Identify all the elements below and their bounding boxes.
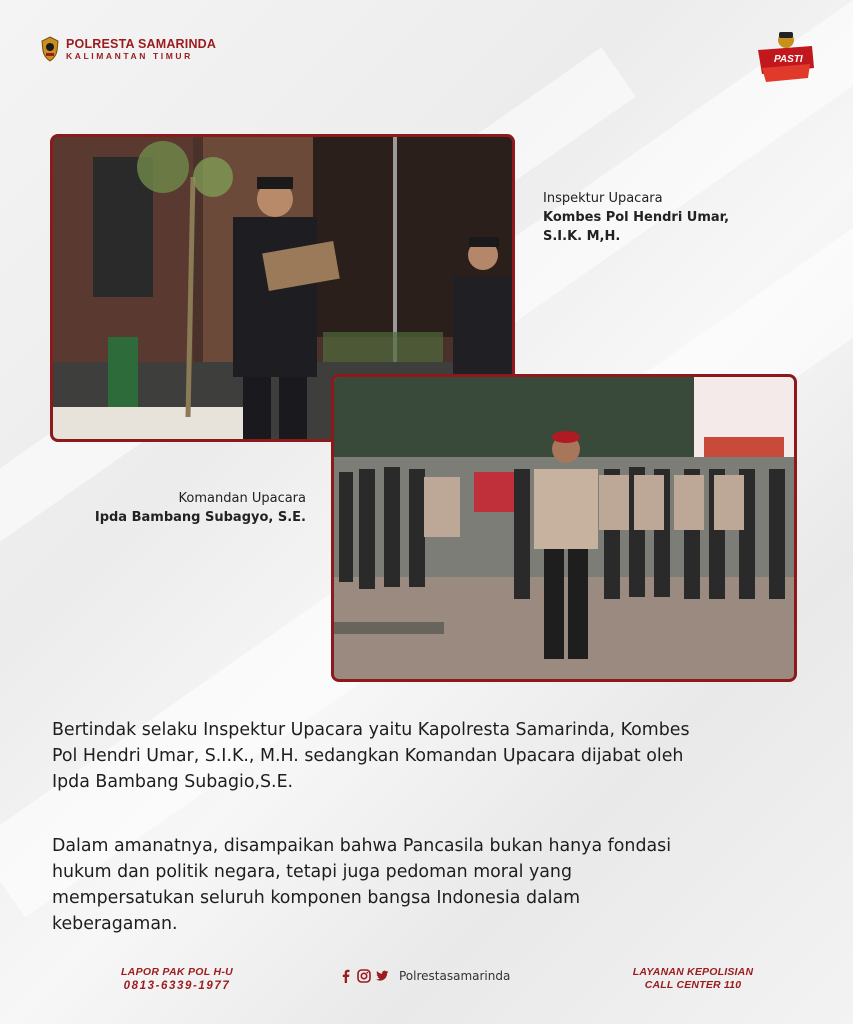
footer-service xyxy=(608,966,778,992)
body-paragraph-2 xyxy=(52,833,812,937)
body-paragraph-1 xyxy=(52,717,812,795)
pasti-logo-text: PASTI xyxy=(774,54,803,65)
header-logo xyxy=(40,36,216,62)
paragraph-line: Ipda Bambang Subagio,S.E. xyxy=(52,772,294,792)
caption-commander-name: Ipda Bambang Subagyo, S.E. xyxy=(94,510,306,525)
hotline-label: LAPOR PAK POL H-U xyxy=(120,966,234,978)
caption-inspector xyxy=(543,189,783,246)
caption-inspector-role: Inspektur Upacara xyxy=(543,191,663,206)
pasti-campaign-logo xyxy=(752,28,818,86)
paragraph-line: Bertindak selaku Inspektur Upacara yaitu Kapolresta Samarinda, Kombes xyxy=(52,720,690,740)
paragraph-line: Dalam amanatnya, disampaikan bahwa Pancasila bukan hanya fondasi xyxy=(52,836,672,856)
photo-commander-formation xyxy=(331,374,797,682)
service-label: LAYANAN KEPOLISIAN xyxy=(632,966,754,978)
service-number[interactable]: CALL CENTER 110 xyxy=(644,979,742,991)
paragraph-line: keberagaman. xyxy=(52,914,178,934)
instagram-icon[interactable] xyxy=(357,969,371,983)
twitter-icon[interactable] xyxy=(375,969,389,983)
footer-hotline xyxy=(92,966,262,993)
paragraph-line: mempersatukan seluruh komponen bangsa Indonesia dalam xyxy=(52,888,581,908)
caption-inspector-name-line1: Kombes Pol Hendri Umar, xyxy=(543,210,730,225)
paragraph-line: Pol Hendri Umar, S.I.K., M.H. sedangkan Komandan Upacara dijabat oleh xyxy=(52,746,684,766)
org-name: POLRESTA SAMARINDA xyxy=(66,36,217,51)
footer-social xyxy=(339,969,510,983)
hotline-number[interactable]: 0813-6339-1977 xyxy=(123,980,231,992)
caption-commander xyxy=(84,489,306,527)
caption-commander-role: Komandan Upacara xyxy=(178,491,306,506)
caption-inspector-name-line2: S.I.K. M,H. xyxy=(543,229,621,244)
paragraph-line: hukum dan politik negara, tetapi juga pedoman moral yang xyxy=(52,862,572,882)
social-handle[interactable]: Polrestasamarinda xyxy=(399,969,511,983)
org-region: KALIMANTAN TIMUR xyxy=(66,50,193,61)
police-badge-icon xyxy=(40,36,60,62)
facebook-icon[interactable] xyxy=(339,969,353,983)
photo-formation-scene xyxy=(334,377,794,679)
